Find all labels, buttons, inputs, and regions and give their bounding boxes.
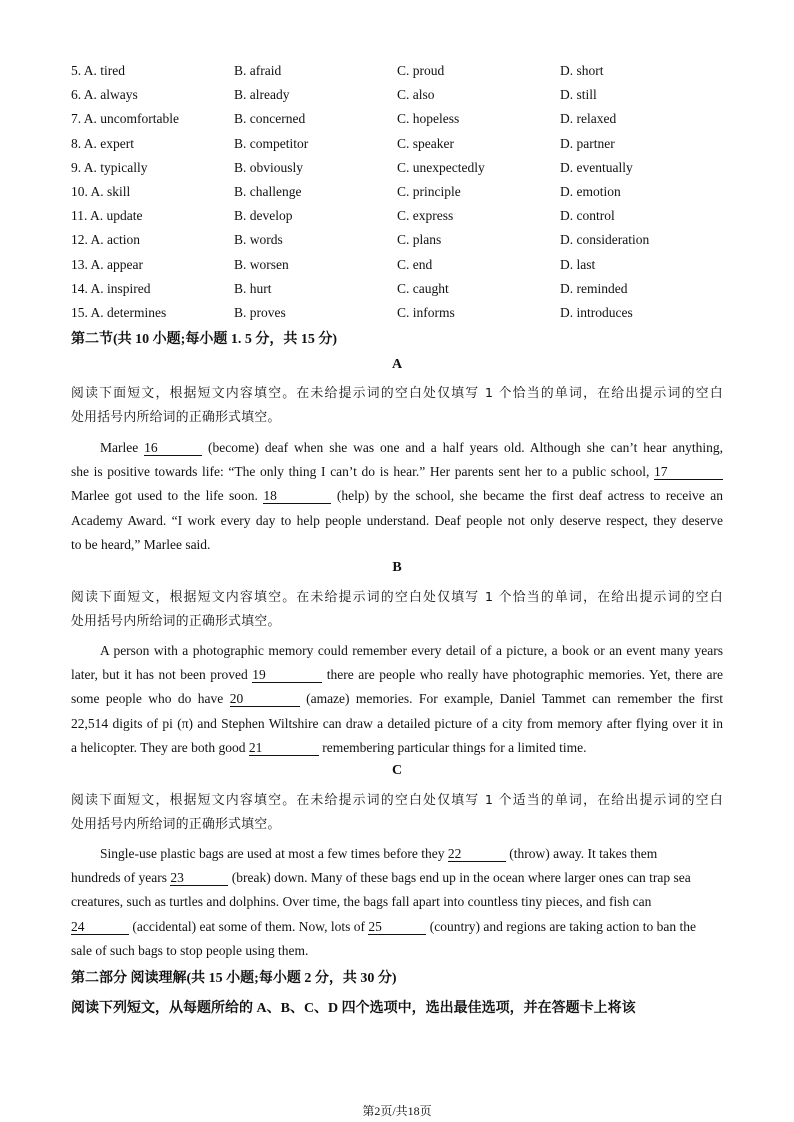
text-run: a helicopter. They are both good: [71, 739, 249, 755]
passage-b-text: [71, 639, 723, 760]
text-run: (country) and regions are taking action to ban the: [426, 918, 696, 934]
option-c: C. proud: [397, 63, 445, 79]
option-c: C. speaker: [397, 135, 454, 151]
section-2-heading: 第二节(共 10 小题;每小题 1. 5 分，共 15 分): [71, 332, 337, 347]
passage-a-letter: A: [391, 357, 403, 372]
text-run: Marlee got used to the life soon.: [71, 488, 264, 504]
option-d: D. reminded: [560, 280, 628, 296]
option-d: D. last: [560, 256, 596, 272]
option-row: [71, 301, 731, 325]
option-c: C. principle: [397, 184, 461, 200]
option-a: 7. A. uncomfortable: [71, 111, 179, 127]
text-line: 22,514 digits of pi (π) and Stephen Wiltshire can draw a detailed picture of a city from memory after flying over it in: [71, 715, 723, 731]
text-run: Marlee: [100, 440, 145, 455]
blank-25: 25: [368, 919, 426, 935]
text-run: (help) by the school, she became the first deaf actress to receive an: [331, 488, 723, 504]
instruction-line: 阅读下面短文，根据短文内容填空。在未给提示词的空白处仅填写 1 个恰当的单词，在给出提示词的空白: [71, 590, 723, 605]
instruction-line: 阅读下面短文，根据短文内容填空。在未给提示词的空白处仅填写 1 个适当的单词，在给出提示词的空白: [71, 793, 723, 808]
text-line: A person with a photographic memory could remember every detail of a picture, a book or an event many years: [100, 643, 723, 658]
text-run: (become) deaf when she was one and a half years old. Although she can’t hear anything,: [202, 440, 723, 455]
option-d: D. partner: [560, 135, 615, 151]
option-a: 9. A. typically: [71, 159, 148, 175]
passage-b-letter: B: [392, 560, 402, 575]
option-a: 11. A. update: [71, 208, 143, 224]
option-row: [71, 83, 731, 107]
option-c: C. express: [397, 208, 454, 224]
blank-23: 23: [170, 870, 228, 886]
option-row: [71, 253, 731, 277]
passage-c-text: [71, 842, 723, 963]
instruction-line: 处用括号内所给词的正确形式填空。: [71, 817, 281, 833]
text-line: [71, 736, 723, 760]
text-line: [71, 663, 723, 687]
text-line: [71, 842, 723, 866]
option-d: D. eventually: [560, 159, 633, 175]
option-b: B. competitor: [234, 135, 309, 151]
option-c: C. caught: [397, 280, 449, 296]
option-d: D. control: [560, 208, 615, 224]
option-c: C. also: [397, 87, 435, 103]
blank-22: 22: [448, 846, 506, 862]
text-line: creatures, such as turtles and dolphins. Over time, the bags fall apart into countless tiny pieces, and fish can: [71, 894, 652, 910]
option-row: [71, 204, 731, 228]
text-line: Academy Award. “I work every day to help people understand. Deaf people not only deserve respect, they deserve: [71, 512, 723, 528]
text-run: Single-use plastic bags are used at most a few times before they: [100, 846, 448, 861]
option-d: D. short: [560, 63, 604, 79]
text-run: later, but it has not been proved: [71, 667, 253, 683]
option-d: D. consideration: [560, 232, 650, 248]
option-a: 12. A. action: [71, 232, 140, 248]
text-line: to be heard,” Marlee said.: [71, 536, 211, 552]
option-a: 13. A. appear: [71, 256, 143, 272]
option-b: B. worsen: [234, 256, 289, 272]
page-number: 第2页/共18页: [362, 1104, 432, 1118]
passage-c-letter: C: [391, 763, 403, 778]
passage-b-instructions: [71, 586, 723, 634]
option-b: B. afraid: [234, 63, 282, 79]
option-d: D. still: [560, 87, 597, 103]
instruction-line: 阅读下面短文，根据短文内容填空。在未给提示词的空白处仅填写 1 个恰当的单词，在给出提示词的空白: [71, 386, 723, 401]
part-2-instructions: 阅读下列短文，从每题所给的 A、B、C、D 四个选项中，选出最佳选项，并在答题卡上将该: [71, 1001, 636, 1016]
option-row: [71, 228, 731, 252]
option-b: B. challenge: [234, 184, 302, 200]
option-c: C. hopeless: [397, 111, 460, 127]
blank-19: 19: [252, 667, 322, 683]
passage-a-text: [71, 436, 723, 557]
option-b: B. hurt: [234, 280, 272, 296]
text-run: (accidental) eat some of them. Now, lots of: [129, 918, 369, 934]
text-line: [71, 687, 723, 711]
option-row: [71, 156, 731, 180]
option-b: B. words: [234, 232, 283, 248]
option-a: 15. A. determines: [71, 304, 167, 320]
blank-17: 17: [654, 464, 723, 480]
text-run: remembering particular things for a limited time.: [318, 739, 587, 755]
blank-18: 18: [263, 488, 331, 504]
option-b: B. obviously: [234, 159, 304, 175]
blank-21: 21: [249, 740, 319, 756]
options-table: [71, 59, 731, 325]
option-c: C. end: [397, 256, 433, 272]
option-c: C. informs: [397, 304, 455, 320]
option-a: 5. A. tired: [71, 63, 125, 79]
option-row: [71, 277, 731, 301]
text-line: sale of such bags to stop people using them.: [71, 942, 309, 958]
option-c: C. unexpectedly: [397, 159, 485, 175]
text-run: (amaze) memories. For example, Daniel Tammet can remember the first: [299, 691, 724, 707]
option-d: D. emotion: [560, 184, 621, 200]
text-run: (break) down. Many of these bags end up in the ocean where larger ones can trap sea: [228, 870, 691, 886]
text-run: there are people who really have photographic memories. Yet, there are: [322, 667, 723, 683]
text-run: (throw) away. It takes them: [505, 846, 658, 861]
text-line: [71, 436, 723, 460]
instruction-line: 处用括号内所给词的正确形式填空。: [71, 614, 281, 630]
option-row: [71, 107, 731, 131]
option-c: C. plans: [397, 232, 442, 248]
option-b: B. proves: [234, 304, 286, 320]
blank-20: 20: [230, 691, 300, 707]
text-run: she is positive towards life: “The only thing I can’t do is hear.” Her parents sent her to a public school,: [71, 464, 654, 480]
text-line: [71, 460, 723, 484]
text-run: some people who do have: [71, 691, 230, 707]
text-line: [71, 866, 723, 890]
option-row: [71, 180, 731, 204]
option-a: 8. A. expert: [71, 135, 134, 151]
option-a: 14. A. inspired: [71, 280, 151, 296]
option-b: B. already: [234, 87, 290, 103]
option-row: [71, 59, 731, 83]
text-run: hundreds of years: [71, 870, 171, 886]
part-2-heading: 第二部分 阅读理解(共 15 小题;每小题 2 分，共 30 分): [71, 971, 397, 986]
option-row: [71, 132, 731, 156]
text-line: [71, 915, 723, 939]
option-d: D. relaxed: [560, 111, 617, 127]
blank-16: 16: [144, 440, 202, 456]
option-a: 6. A. always: [71, 87, 138, 103]
passage-a-instructions: [71, 382, 723, 430]
option-d: D. introduces: [560, 304, 633, 320]
text-line: [71, 484, 723, 508]
option-a: 10. A. skill: [71, 184, 131, 200]
instruction-line: 处用括号内所给词的正确形式填空。: [71, 410, 281, 426]
option-b: B. develop: [234, 208, 293, 224]
option-b: B. concerned: [234, 111, 306, 127]
passage-c-instructions: [71, 789, 723, 837]
blank-24: 24: [71, 919, 129, 935]
